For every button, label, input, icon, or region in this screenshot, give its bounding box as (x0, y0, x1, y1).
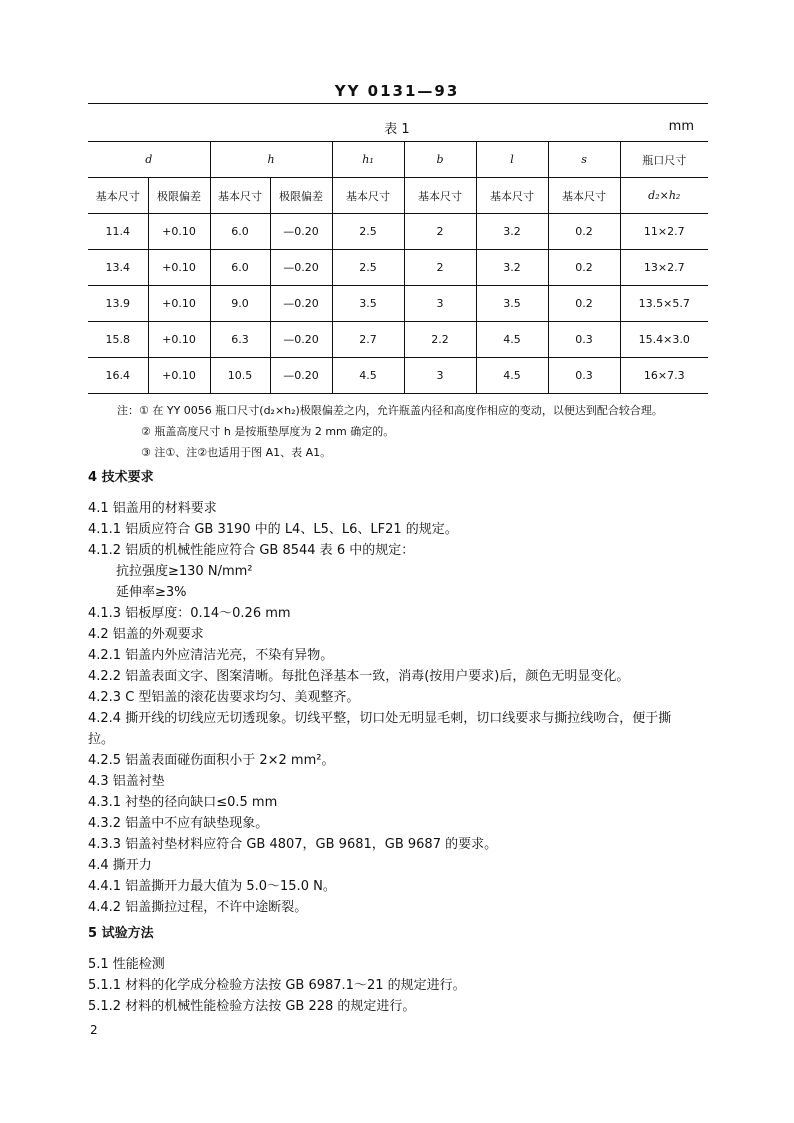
cell: +0.10 (148, 322, 210, 358)
cell: 15.8 (88, 322, 148, 358)
sub-header: 基本尺寸 (88, 178, 148, 214)
clause-4-4: 4.4 撕开力 (88, 858, 152, 873)
cell: 3.5 (332, 286, 404, 322)
clause-4-2-1: 4.2.1 铝盖内外应清洁光亮，不染有异物。 (88, 648, 334, 663)
document-body (88, 462, 708, 1017)
cell: 13×2.7 (620, 250, 708, 286)
cell: 15.4×3.0 (620, 322, 708, 358)
clause-4-4-1: 4.4.1 铝盖撕开力最大值为 5.0～15.0 N。 (88, 879, 336, 894)
table-unit: mm (668, 119, 694, 134)
header-l: l (476, 142, 548, 178)
cell: —0.20 (270, 322, 332, 358)
table-notes (117, 400, 663, 463)
table-row (88, 286, 708, 322)
cell: —0.20 (270, 250, 332, 286)
cell: 2.5 (332, 250, 404, 286)
cell: 6.0 (210, 214, 270, 250)
table-row (88, 358, 708, 394)
clause-4-3: 4.3 铝盖衬垫 (88, 774, 165, 789)
clause-4-1-1: 4.1.1 铝质应符合 GB 3190 中的 L4、L5、L6、LF21 的规定。 (88, 522, 458, 537)
sub-header-d2h2: d₂×h₂ (620, 178, 708, 214)
clause-4-3-2: 4.3.2 铝盖中不应有缺垫现象。 (88, 816, 269, 831)
clause-4-2: 4.2 铝盖的外观要求 (88, 627, 204, 642)
note-2: ② 瓶盖高度尺寸 h 是按瓶垫厚度为 2 mm 确定的。 (141, 425, 395, 438)
cell: 0.3 (548, 322, 620, 358)
header-d: d (88, 142, 210, 178)
table-row (88, 250, 708, 286)
table-sub-header-row (88, 178, 708, 214)
sub-header: 极限偏差 (148, 178, 210, 214)
cell: 6.0 (210, 250, 270, 286)
cell: 3.2 (476, 250, 548, 286)
cell: 2.5 (332, 214, 404, 250)
cell: 0.2 (548, 286, 620, 322)
cell: 0.2 (548, 214, 620, 250)
header-h1: h₁ (332, 142, 404, 178)
clause-4-3-3: 4.3.3 铝盖衬垫材料应符合 GB 4807，GB 9681，GB 9687 的要求。 (88, 837, 498, 852)
clause-4-1-3: 4.1.3 铝板厚度：0.14～0.26 mm (88, 606, 291, 621)
clause-4-4-2: 4.4.2 铝盖撕拉过程，不许中途断裂。 (88, 900, 308, 915)
cell: 3.5 (476, 286, 548, 322)
table-row (88, 322, 708, 358)
cell: 0.2 (548, 250, 620, 286)
clause-4-1-2: 4.1.2 铝质的机械性能应符合 GB 8544 表 6 中的规定： (88, 543, 415, 558)
cell: —0.20 (270, 286, 332, 322)
sub-header: 基本尺寸 (404, 178, 476, 214)
cell: 16.4 (105, 369, 130, 382)
sub-header: 基本尺寸 (476, 178, 548, 214)
note-3: ③ 注①、注②也适用于图 A1、表 A1。 (141, 446, 332, 459)
cell: 0.3 (548, 358, 620, 394)
cell: 10.5 (210, 358, 270, 394)
sub-header: 基本尺寸 (548, 178, 620, 214)
cell: 4.5 (332, 358, 404, 394)
clause-5-1-2: 5.1.2 材料的机械性能检验方法按 GB 228 的规定进行。 (88, 999, 416, 1014)
cell: +0.10 (148, 250, 210, 286)
cell: +0.10 (148, 214, 210, 250)
cell: —0.20 (270, 358, 332, 394)
cell: 9.0 (210, 286, 270, 322)
cell: 11×2.7 (620, 214, 708, 250)
cell: 2 (404, 214, 476, 250)
cell: 11.4 (88, 214, 148, 250)
table-caption: 表 1 (384, 122, 410, 137)
sub-header: 极限偏差 (270, 178, 332, 214)
header-rule (88, 103, 708, 104)
cell: 3 (404, 286, 476, 322)
spec-table (88, 141, 708, 394)
sub-header: 基本尺寸 (210, 178, 270, 214)
cell: 13.9 (88, 286, 148, 322)
table-row (88, 214, 708, 250)
clause-4-2-3: 4.2.3 C 型铝盖的滚花齿要求均匀、美观整齐。 (88, 690, 360, 705)
clause-4-1: 4.1 铝盖用的材料要求 (88, 501, 217, 516)
document-code: YY 0131—93 (334, 82, 460, 100)
clause-4-2-4-cont: 拉。 (88, 732, 115, 747)
section-4-title: 4 技术要求 (88, 470, 154, 485)
cell: —0.20 (270, 214, 332, 250)
note-1: 注：① 在 YY 0056 瓶口尺寸(d₂×h₂)极限偏差之内，允许瓶盖内径和高度作相应的变动，以便达到配合较合理。 (117, 404, 663, 417)
cell: 13.4 (88, 250, 148, 286)
cell: 4.5 (476, 358, 548, 394)
header-bottle-mouth: 瓶口尺寸 (620, 142, 708, 178)
header-b: b (404, 142, 476, 178)
table-symbol-header-row (88, 142, 708, 178)
clause-4-2-4: 4.2.4 撕开线的切线应无切透现象。切线平整，切口处无明显毛刺，切口线要求与撕拉线吻合，便于撕 (88, 711, 672, 726)
cell: 2.2 (404, 322, 476, 358)
cell: 16×7.3 (620, 358, 708, 394)
cell: 3.2 (476, 214, 548, 250)
section-5-title: 5 试验方法 (88, 926, 154, 941)
elongation: 延伸率≥3% (116, 585, 187, 600)
cell: +0.10 (148, 358, 210, 394)
clause-4-2-5: 4.2.5 铝盖表面碰伤面积小于 2×2 mm²。 (88, 753, 335, 768)
page-number: 2 (90, 1023, 98, 1037)
clause-5-1: 5.1 性能检测 (88, 957, 165, 972)
cell: 4.5 (476, 322, 548, 358)
clause-4-2-2: 4.2.2 铝盖表面文字、图案清晰。每批色泽基本一致，消毒(按用户要求)后，颜色无明显变化。 (88, 669, 630, 684)
cell: 2 (404, 250, 476, 286)
cell: 6.3 (210, 322, 270, 358)
header-h: h (210, 142, 332, 178)
header-s: s (548, 142, 620, 178)
clause-4-3-1: 4.3.1 衬垫的径向缺口≤0.5 mm (88, 795, 278, 810)
cell: 13.5×5.7 (620, 286, 708, 322)
clause-5-1-1: 5.1.1 材料的化学成分检验方法按 GB 6987.1～21 的规定进行。 (88, 978, 466, 993)
sub-header: 基本尺寸 (332, 178, 404, 214)
cell: 2.7 (332, 322, 404, 358)
cell: 3 (404, 358, 476, 394)
cell: +0.10 (148, 286, 210, 322)
tensile-strength: 抗拉强度≥130 N/mm² (116, 564, 253, 579)
